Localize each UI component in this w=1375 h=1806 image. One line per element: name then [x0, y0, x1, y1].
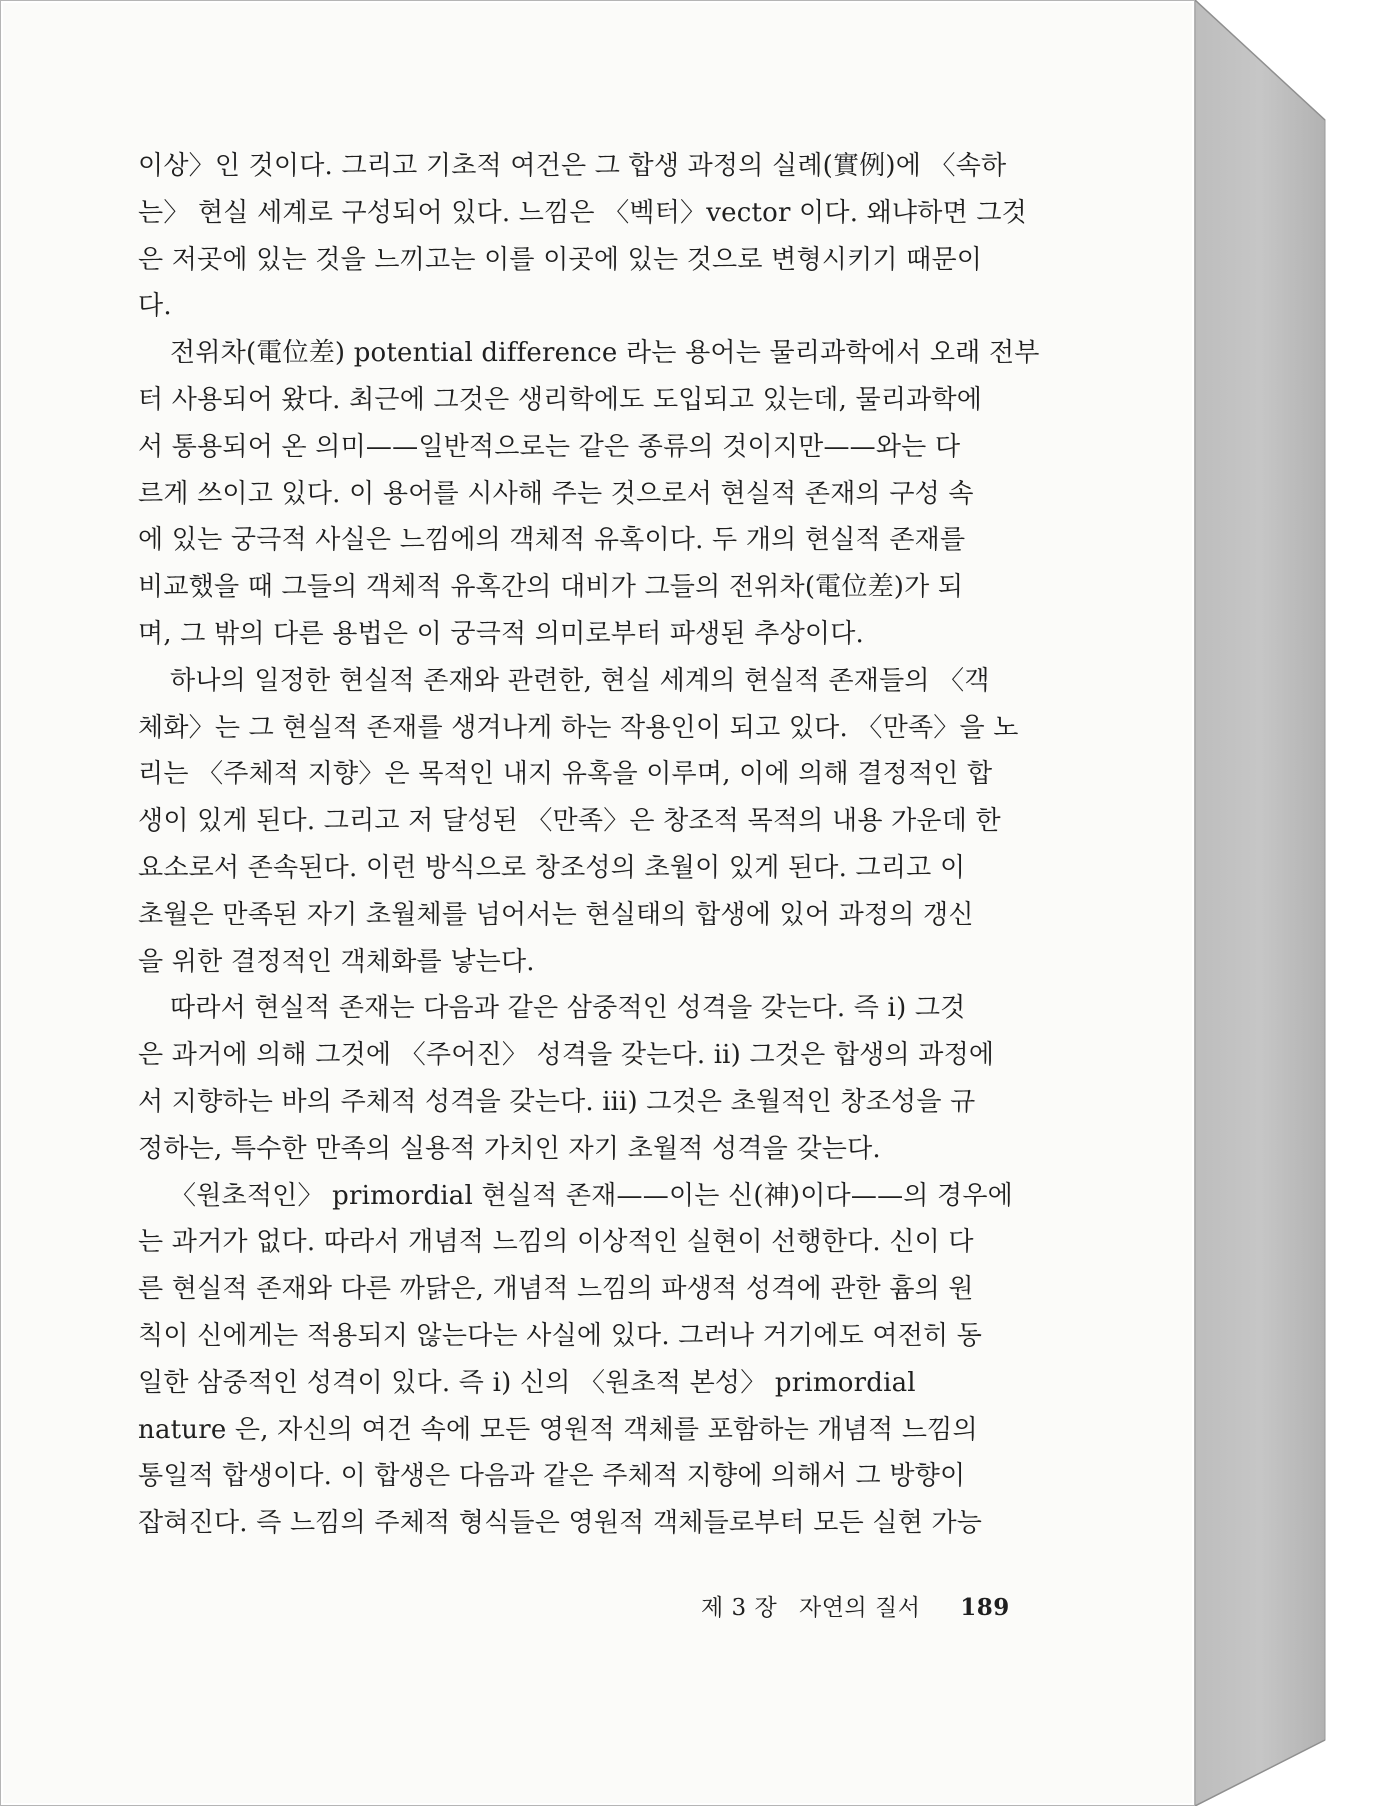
text-line: 일한 삼중적인 성격이 있다. 즉 ⅰ) 신의 〈원초적 본성〉 primordial: [138, 1367, 916, 1398]
page-footer: [701, 1589, 1024, 1622]
text-line: 다.: [138, 291, 172, 322]
chapter-label: 제 3 장: [701, 1595, 778, 1621]
text-line: 체화〉는 그 현실적 존재를 생겨나게 하는 작용인이 되고 있다. 〈만족〉을 노: [138, 712, 1019, 743]
text-line: 생이 있게 된다. 그리고 저 달성된 〈만족〉은 창조적 목적의 내용 가운데 한: [138, 806, 1001, 837]
text-line: 른 현실적 존재와 다른 까닭은, 개념적 느낌의 파생적 성격에 관한 흄의 원: [138, 1274, 974, 1305]
text-line: 은 과거에 의해 그것에 〈주어진〉 성격을 갖는다. ⅱ) 그것은 합생의 과정에: [138, 1040, 995, 1071]
text-line: 르게 쓰이고 있다. 이 용어를 시사해 주는 것으로서 현실적 존재의 구성 속: [138, 478, 974, 509]
text-line: 은 저곳에 있는 것을 느끼고는 이를 이곳에 있는 것으로 변형시키기 때문이: [138, 244, 983, 275]
chapter-title: 자연의 질서: [799, 1595, 921, 1621]
text-line: 초월은 만족된 자기 초월체를 넘어서는 현실태의 합생에 있어 과정의 갱신: [138, 899, 974, 930]
text-line: 비교했을 때 그들의 객체적 유혹간의 대비가 그들의 전위차(電位差)가 되: [138, 572, 964, 603]
text-line: 따라서 현실적 존재는 다음과 같은 삼중적인 성격을 갖는다. 즉 ⅰ) 그것: [170, 993, 966, 1024]
text-line: 전위차(電位差) potential difference 라는 용어는 물리과학에서 오래 전부: [170, 338, 1040, 369]
text-line: nature 은, 자신의 여건 속에 모든 영원적 객체를 포함하는 개념적 느낌의: [138, 1414, 978, 1445]
text-line: 하나의 일정한 현실적 존재와 관련한, 현실 세계의 현실적 존재들의 〈객: [170, 665, 990, 696]
text-line: 정하는, 특수한 만족의 실용적 가치인 자기 초월적 성격을 갖는다.: [138, 1133, 881, 1164]
text-line: 이상〉인 것이다. 그리고 기초적 여건은 그 합생 과정의 실례(實例)에 〈속하: [138, 151, 1007, 181]
text-line: 서 통용되어 온 의미——일반적으로는 같은 종류의 것이지만——와는 다: [138, 431, 961, 462]
text-line: 칙이 신에게는 적용되지 않는다는 사실에 있다. 그러나 거기에도 여전히 동: [138, 1320, 983, 1351]
page-number: 189: [960, 1594, 1010, 1621]
body-text: [138, 143, 1040, 1547]
text-line: 을 위한 결정적인 객체화를 낳는다.: [138, 946, 535, 977]
text-line: 에 있는 궁극적 사실은 느낌에의 객체적 유혹이다. 두 개의 현실적 존재를: [138, 525, 966, 556]
text-line: 는〉 현실 세계로 구성되어 있다. 느낌은 〈벡터〉vector 이다. 왜냐하면 그것: [138, 197, 1027, 228]
text-line: 〈원초적인〉 primordial 현실적 존재——이는 신(神)이다——의 경우에: [170, 1180, 1013, 1211]
text-line: 리는 〈주체적 지향〉은 목적인 내지 유혹을 이루며, 이에 의해 결정적인 합: [138, 759, 993, 790]
text-line: 터 사용되어 왔다. 최근에 그것은 생리학에도 도입되고 있는데, 물리과학에: [138, 384, 983, 415]
text-line: 서 지향하는 바의 주체적 성격을 갖는다. ⅲ) 그것은 초월적인 창조성을 규: [138, 1086, 976, 1117]
book-edge-shading: [1195, 0, 1375, 1806]
text-line: 요소로서 존속된다. 이런 방식으로 창조성의 초월이 있게 된다. 그리고 이: [138, 852, 966, 883]
text-line: 는 과거가 없다. 따라서 개념적 느낌의 이상적인 실현이 선행한다. 신이 다: [138, 1227, 974, 1258]
text-line: 잡혀진다. 즉 느낌의 주체적 형식들은 영원적 객체들로부터 모든 실현 가능: [138, 1508, 983, 1539]
text-line: 며, 그 밖의 다른 용법은 이 궁극적 의미로부터 파생된 추상이다.: [138, 618, 865, 649]
text-line: 통일적 합생이다. 이 합생은 다음과 같은 주체적 지향에 의해서 그 방향이: [138, 1461, 966, 1492]
